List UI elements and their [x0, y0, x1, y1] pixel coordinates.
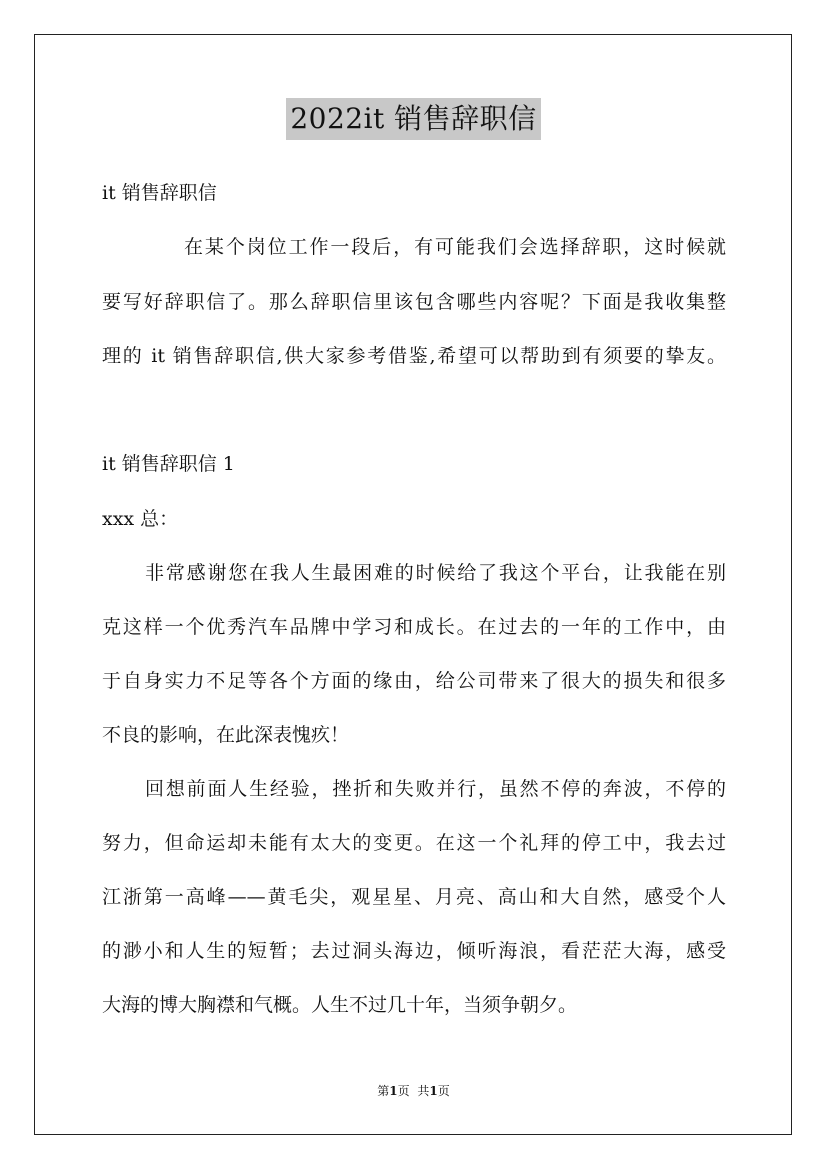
salutation: xxx 总：	[102, 508, 179, 530]
paragraph2-line-4: 的渺小和人生的短暂；去过洞头海边，倾听海浪，看茫茫大海，感受	[102, 940, 726, 962]
intro-line-2: 要写好辞职信了。那么辞职信里该包含哪些内容呢？下面是我收集整	[102, 291, 726, 313]
paragraph1-line-2: 克这样一个优秀汽车品牌中学习和成长。在过去的一年的工作中，由	[102, 616, 726, 638]
paragraph1-line-3: 于自身实力不足等各个方面的缘由，给公司带来了很大的损失和很多	[102, 670, 726, 692]
intro-line-3: 理的 it 销售辞职信,供大家参考借鉴,希望可以帮助到有须要的挚友。	[102, 345, 726, 367]
total-suffix: 页	[437, 1084, 450, 1098]
page-prefix: 第	[377, 1084, 390, 1098]
intro-line-1: 在某个岗位工作一段后，有可能我们会选择辞职，这时候就	[184, 236, 726, 258]
paragraph2-line-2: 努力，但命运却未能有太大的变更。在这一个礼拜的停工中，我去过	[102, 832, 726, 854]
paragraph1-line-1: 非常感谢您在我人生最困难的时候给了我这个平台，让我能在别	[145, 562, 726, 584]
total-number: 1	[429, 1084, 438, 1098]
page-number: 1	[389, 1084, 398, 1098]
document-subtitle: it 销售辞职信	[102, 182, 217, 204]
section-heading: it 销售辞职信 1	[102, 453, 235, 475]
total-prefix: 共	[417, 1084, 430, 1098]
paragraph2-line-3: 江浙第一高峰——黄毛尖，观星星、月亮、高山和大自然，感受个人	[102, 886, 726, 908]
page-footer	[0, 1083, 827, 1099]
paragraph2-line-5: 大海的博大胸襟和气概。人生不过几十年，当须争朝夕。	[102, 994, 578, 1016]
title-container	[0, 98, 827, 140]
paragraph1-line-4: 不良的影响，在此深表愧疚！	[102, 724, 350, 746]
paragraph2-line-1: 回想前面人生经验，挫折和失败并行，虽然不停的奔波，不停的	[145, 778, 726, 800]
page-suffix: 页	[397, 1084, 410, 1098]
document-title: 2022it 销售辞职信	[286, 98, 540, 140]
